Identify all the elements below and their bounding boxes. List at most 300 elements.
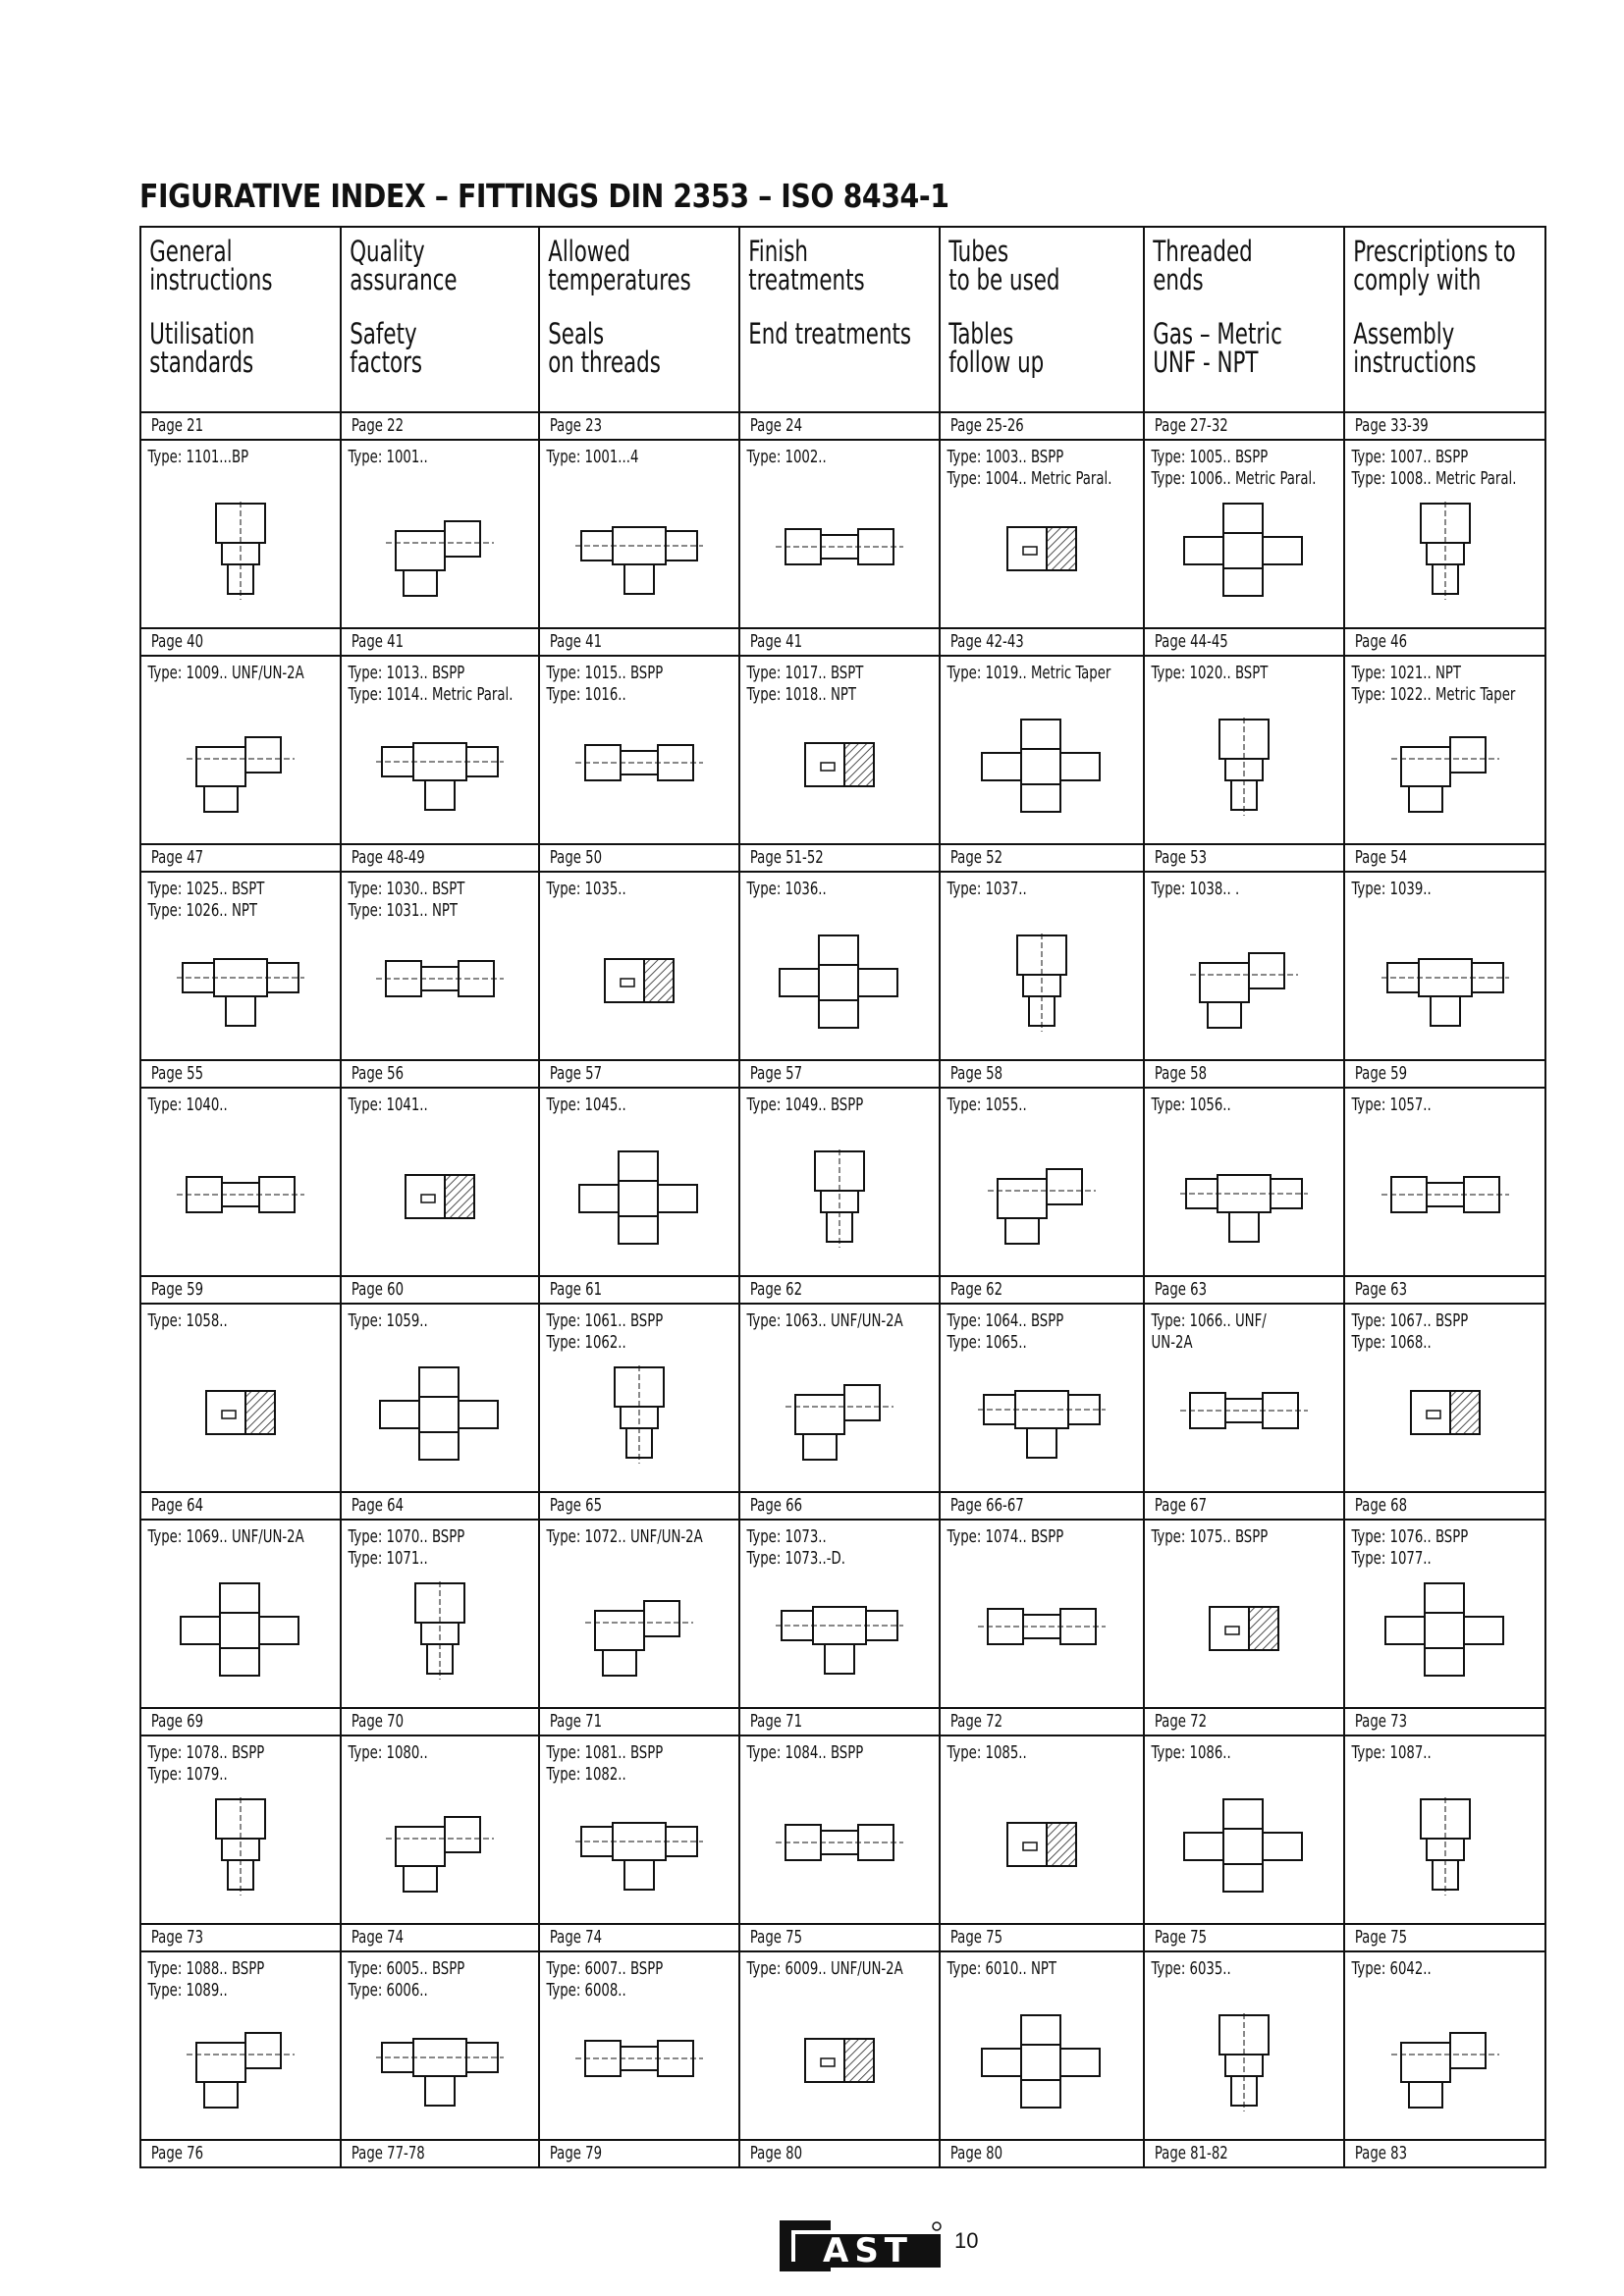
fitting-drawing-icon: [1180, 934, 1308, 1032]
page-ref: Page 72: [949, 1711, 1003, 1732]
fitting-drawing-icon: [575, 502, 703, 600]
fitting-cell: [1344, 1951, 1545, 2140]
page-ref: Page 48-49: [351, 847, 425, 868]
header-line1: Finish treatments: [748, 235, 865, 296]
fitting-cell: [539, 1520, 739, 1708]
page-ref-cell: [1144, 1924, 1344, 1951]
fitting-drawing-icon: [776, 934, 903, 1032]
page-ref: Page 64: [351, 1495, 405, 1516]
fitting-type: Type: 1013.. BSPP Type: 1014.. Metric Paral.: [348, 663, 514, 705]
fitting-drawing-icon: [1381, 1797, 1509, 1896]
cast-logo-icon: [774, 2216, 946, 2275]
fitting-type: Type: 1075.. BSPP: [1151, 1526, 1269, 1547]
page-ref: Page 58: [1154, 1063, 1208, 1084]
page-number: 10: [954, 2228, 979, 2253]
fitting-type: Type: 1039..: [1351, 879, 1432, 899]
page-ref: Page 80: [949, 2143, 1003, 2163]
fitting-type: Type: 1061.. BSPP Type: 1062..: [546, 1310, 664, 1353]
fitting-drawing-icon: [575, 934, 703, 1032]
page-ref-cell: [1344, 2140, 1545, 2167]
fitting-cell: [739, 440, 940, 628]
fitting-cell: [1144, 656, 1344, 844]
fitting-drawing-icon: [177, 1581, 304, 1680]
fitting-type: Type: 1072.. UNF/UN-2A: [546, 1526, 703, 1547]
fitting-type: Type: 1009.. UNF/UN-2A: [147, 663, 304, 683]
header-line1: General instructions: [149, 235, 273, 296]
fitting-cell: [1144, 440, 1344, 628]
page-ref: Page 75: [1154, 1927, 1208, 1948]
page-ref-cell: [140, 1708, 341, 1735]
fitting-type: Type: 1019.. Metric Taper: [947, 663, 1111, 683]
page-ref-cell: [940, 2140, 1144, 2167]
page-ref: Page 21: [150, 415, 204, 436]
page-ref: Page 63: [1354, 1279, 1408, 1300]
page-ref-cell: [739, 2140, 940, 2167]
fitting-cell: [940, 1735, 1144, 1924]
fitting-type: Type: 1002..: [746, 447, 827, 467]
page-ref: Page 22: [351, 415, 405, 436]
page-ref-cell: [539, 628, 739, 656]
page-ref: Page 62: [949, 1279, 1003, 1300]
fitting-cell: [940, 1304, 1144, 1492]
fitting-cell: [1344, 872, 1545, 1060]
fitting-drawing-icon: [978, 1365, 1106, 1464]
fitting-cell: [539, 1735, 739, 1924]
fitting-drawing-icon: [575, 718, 703, 816]
header-line2: Gas – Metric UNF - NPT: [1153, 317, 1282, 379]
page-ref: Page 53: [1154, 847, 1208, 868]
page-ref-cell: [140, 628, 341, 656]
page-ref-cell: [539, 1492, 739, 1520]
page-ref: Page 57: [749, 1063, 803, 1084]
fitting-type: Type: 1003.. BSPP Type: 1004.. Metric Paral.: [947, 447, 1112, 489]
page-ref-cell: [341, 2140, 539, 2167]
page-ref-cell: [341, 1924, 539, 1951]
fitting-type: Type: 1080..: [348, 1742, 428, 1763]
header-cell: [140, 227, 341, 412]
fitting-drawing-icon: [376, 1797, 504, 1896]
fitting-drawing-icon: [575, 2013, 703, 2111]
fitting-drawing-icon: [776, 1797, 903, 1896]
page-ref: Page 60: [351, 1279, 405, 1300]
page-ref: Page 73: [150, 1927, 204, 1948]
header-line1: Threaded ends: [1153, 235, 1253, 296]
fitting-cell: [1344, 656, 1545, 844]
page-ref-cell: [739, 1708, 940, 1735]
page-ref-cell: [140, 1276, 341, 1304]
header-cell: [341, 227, 539, 412]
fitting-type: Type: 1087..: [1351, 1742, 1432, 1763]
page-ref: Page 51-52: [749, 847, 824, 868]
page-ref-cell: [940, 628, 1144, 656]
page-ref: Page 68: [1354, 1495, 1408, 1516]
fitting-type: Type: 1030.. BSPT Type: 1031.. NPT: [348, 879, 465, 921]
page-ref-cell: [1144, 1708, 1344, 1735]
page-ref-cell: [1344, 1060, 1545, 1088]
fitting-type: Type: 1059..: [348, 1310, 428, 1331]
fitting-drawing-icon: [978, 934, 1106, 1032]
page-ref-cell: [140, 2140, 341, 2167]
fitting-cell: [140, 1304, 341, 1492]
fitting-cell: [539, 656, 739, 844]
fitting-drawing-icon: [177, 1797, 304, 1896]
fitting-cell: [539, 1088, 739, 1276]
fitting-drawing-icon: [177, 718, 304, 816]
page-ref-cell: [539, 844, 739, 872]
fitting-cell: [940, 1520, 1144, 1708]
fitting-type: Type: 1070.. BSPP Type: 1071..: [348, 1526, 465, 1569]
page-ref-cell: [1344, 412, 1545, 440]
fitting-drawing-icon: [978, 1797, 1106, 1896]
fitting-cell: [539, 440, 739, 628]
fitting-cell: [1144, 1088, 1344, 1276]
page-ref-cell: [739, 1060, 940, 1088]
page-ref: Page 27-32: [1154, 415, 1228, 436]
fitting-drawing-icon: [978, 1581, 1106, 1680]
fitting-type: Type: 1001...4: [546, 447, 639, 467]
page-ref-cell: [341, 844, 539, 872]
fitting-cell: [341, 1951, 539, 2140]
page-ref: Page 40: [150, 631, 204, 652]
fitting-drawing-icon: [776, 502, 903, 600]
page-ref: Page 75: [949, 1927, 1003, 1948]
fitting-type: Type: 1085..: [947, 1742, 1027, 1763]
fitting-cell: [140, 1520, 341, 1708]
fitting-type: Type: 1063.. UNF/UN-2A: [746, 1310, 903, 1331]
fitting-type: Type: 1067.. BSPP Type: 1068..: [1351, 1310, 1469, 1353]
fitting-type: Type: 1005.. BSPP Type: 1006.. Metric Paral.: [1151, 447, 1317, 489]
fitting-drawing-icon: [1381, 2013, 1509, 2111]
page-ref-cell: [341, 1276, 539, 1304]
fitting-drawing-icon: [978, 718, 1106, 816]
page-ref: Page 50: [549, 847, 603, 868]
page-ref-cell: [739, 1492, 940, 1520]
fitting-type: Type: 1041..: [348, 1095, 428, 1115]
fitting-type: Type: 1049.. BSPP: [746, 1095, 864, 1115]
page-ref: Page 74: [351, 1927, 405, 1948]
fitting-cell: [1344, 440, 1545, 628]
fitting-drawing-icon: [376, 934, 504, 1032]
fitting-cell: [140, 1735, 341, 1924]
header-line2: Tables follow up: [948, 317, 1045, 379]
fitting-type: Type: 1069.. UNF/UN-2A: [147, 1526, 304, 1547]
page-ref-cell: [539, 1708, 739, 1735]
page-ref-cell: [341, 628, 539, 656]
page-ref: Page 61: [549, 1279, 603, 1300]
page-ref: Page 66-67: [949, 1495, 1024, 1516]
fitting-cell: [539, 1304, 739, 1492]
page-ref: Page 77-78: [351, 2143, 425, 2163]
page-ref-cell: [140, 1492, 341, 1520]
figurative-index-table: [139, 226, 1546, 2168]
page-ref-cell: [739, 1924, 940, 1951]
fitting-drawing-icon: [1180, 502, 1308, 600]
fitting-drawing-icon: [1180, 1797, 1308, 1896]
header-line2: End treatments: [748, 317, 912, 350]
page-ref: Page 33-39: [1354, 415, 1429, 436]
header-line1: Quality assurance: [350, 235, 458, 296]
fitting-type: Type: 1101...BP: [147, 447, 249, 467]
page-ref: Page 65: [549, 1495, 603, 1516]
fitting-cell: [739, 1304, 940, 1492]
header-line2: Safety factors: [350, 317, 423, 379]
page-ref-cell: [940, 412, 1144, 440]
fitting-type: Type: 1088.. BSPP Type: 1089..: [147, 1958, 265, 2001]
fitting-type: Type: 1058..: [147, 1310, 228, 1331]
fitting-type: Type: 1074.. BSPP: [947, 1526, 1064, 1547]
page-ref-cell: [1344, 628, 1545, 656]
page-ref-cell: [1344, 1924, 1545, 1951]
page-ref-cell: [1344, 1708, 1545, 1735]
fitting-drawing-icon: [1180, 1581, 1308, 1680]
fitting-drawing-icon: [177, 1365, 304, 1464]
fitting-cell: [1144, 1735, 1344, 1924]
page-ref-cell: [1144, 628, 1344, 656]
fitting-drawing-icon: [978, 1149, 1106, 1248]
fitting-drawing-icon: [376, 1149, 504, 1248]
header-line2: Assembly instructions: [1353, 317, 1477, 379]
page-ref-cell: [940, 1924, 1144, 1951]
fitting-type: Type: 1040..: [147, 1095, 228, 1115]
logo-text: AST: [823, 2231, 913, 2270]
page-ref: Page 55: [150, 1063, 204, 1084]
page-ref: Page 41: [749, 631, 803, 652]
fitting-drawing-icon: [376, 718, 504, 816]
fitting-cell: [140, 872, 341, 1060]
page-ref: Page 79: [549, 2143, 603, 2163]
page-ref-cell: [140, 1060, 341, 1088]
fitting-drawing-icon: [376, 2013, 504, 2111]
header-line2: Utilisation standards: [149, 317, 255, 379]
fitting-drawing-icon: [575, 1797, 703, 1896]
fitting-type: Type: 1086..: [1151, 1742, 1231, 1763]
header-cell: [1144, 227, 1344, 412]
page-ref-cell: [1144, 2140, 1344, 2167]
page-ref: Page 52: [949, 847, 1003, 868]
fitting-cell: [739, 1520, 940, 1708]
fitting-cell: [1344, 1520, 1545, 1708]
fitting-type: Type: 6009.. UNF/UN-2A: [746, 1958, 903, 1979]
fitting-drawing-icon: [1180, 2013, 1308, 2111]
fitting-type: Type: 1081.. BSPP Type: 1082..: [546, 1742, 664, 1785]
page-ref: Page 72: [1154, 1711, 1208, 1732]
page-ref: Page 71: [549, 1711, 603, 1732]
fitting-type: Type: 1036..: [746, 879, 827, 899]
page-ref: Page 64: [150, 1495, 204, 1516]
fitting-type: Type: 1045..: [546, 1095, 626, 1115]
fitting-drawing-icon: [177, 502, 304, 600]
page-ref: Page 54: [1354, 847, 1408, 868]
fitting-cell: [341, 656, 539, 844]
page-ref: Page 80: [749, 2143, 803, 2163]
fitting-type: Type: 1037..: [947, 879, 1027, 899]
fitting-drawing-icon: [1381, 502, 1509, 600]
page-ref-cell: [539, 412, 739, 440]
fitting-cell: [1344, 1304, 1545, 1492]
cast-logo: [774, 2216, 946, 2279]
fitting-cell: [940, 872, 1144, 1060]
fitting-cell: [341, 1304, 539, 1492]
page-ref: Page 59: [1354, 1063, 1408, 1084]
page-ref: Page 46: [1354, 631, 1408, 652]
page-ref-cell: [1344, 844, 1545, 872]
fitting-type: Type: 1035..: [546, 879, 626, 899]
fitting-cell: [739, 1735, 940, 1924]
fitting-cell: [1144, 1520, 1344, 1708]
fitting-drawing-icon: [1180, 1149, 1308, 1248]
page-ref: Page 69: [150, 1711, 204, 1732]
fitting-cell: [539, 1951, 739, 2140]
page-ref-cell: [140, 412, 341, 440]
fitting-cell: [341, 440, 539, 628]
fitting-type: Type: 1066.. UNF/ UN-2A: [1151, 1310, 1267, 1353]
fitting-type: Type: 1057..: [1351, 1095, 1432, 1115]
fitting-type: Type: 6010.. NPT: [947, 1958, 1057, 1979]
page-ref-cell: [1344, 1276, 1545, 1304]
header-cell: [940, 227, 1144, 412]
fitting-cell: [1144, 1951, 1344, 2140]
header-line1: Prescriptions to comply with: [1353, 235, 1516, 296]
fitting-drawing-icon: [575, 1365, 703, 1464]
fitting-type: Type: 6035..: [1151, 1958, 1231, 1979]
fitting-cell: [140, 1951, 341, 2140]
fitting-type: Type: 1015.. BSPP Type: 1016..: [546, 663, 664, 705]
fitting-cell: [341, 872, 539, 1060]
fitting-cell: [341, 1735, 539, 1924]
page-ref: Page 74: [549, 1927, 603, 1948]
page-ref-cell: [341, 1708, 539, 1735]
fitting-drawing-icon: [376, 502, 504, 600]
header-cell: [1344, 227, 1545, 412]
fitting-cell: [1344, 1735, 1545, 1924]
page-ref: Page 47: [150, 847, 204, 868]
page-ref-cell: [539, 1060, 739, 1088]
page-ref-cell: [539, 2140, 739, 2167]
fitting-type: Type: 1076.. BSPP Type: 1077..: [1351, 1526, 1469, 1569]
fitting-type: Type: 1073.. Type: 1073..-D.: [746, 1526, 845, 1569]
fitting-type: Type: 1021.. NPT Type: 1022.. Metric Taper: [1351, 663, 1516, 705]
page-ref-cell: [539, 1924, 739, 1951]
fitting-type: Type: 1084.. BSPP: [746, 1742, 864, 1763]
fitting-cell: [739, 1951, 940, 2140]
fitting-type: Type: 1020.. BSPT: [1151, 663, 1269, 683]
page-ref-cell: [940, 1492, 1144, 1520]
page-ref: Page 76: [150, 2143, 204, 2163]
page-ref-cell: [1144, 1276, 1344, 1304]
fitting-type: Type: 1017.. BSPT Type: 1018.. NPT: [746, 663, 864, 705]
fitting-drawing-icon: [177, 934, 304, 1032]
fitting-cell: [1144, 872, 1344, 1060]
fitting-cell: [140, 440, 341, 628]
fitting-drawing-icon: [776, 1581, 903, 1680]
page-ref-cell: [539, 1276, 739, 1304]
fitting-drawing-icon: [1381, 1365, 1509, 1464]
page-ref-cell: [1344, 1492, 1545, 1520]
fitting-drawing-icon: [1180, 1365, 1308, 1464]
page-ref: Page 73: [1354, 1711, 1408, 1732]
fitting-type: Type: 1007.. BSPP Type: 1008.. Metric Paral.: [1351, 447, 1517, 489]
page-ref: Page 67: [1154, 1495, 1208, 1516]
page-ref-cell: [739, 412, 940, 440]
fitting-cell: [739, 872, 940, 1060]
fitting-type: Type: 1025.. BSPT Type: 1026.. NPT: [147, 879, 265, 921]
fitting-drawing-icon: [1180, 718, 1308, 816]
fitting-cell: [539, 872, 739, 1060]
fitting-type: Type: 1064.. BSPP Type: 1065..: [947, 1310, 1064, 1353]
fitting-drawing-icon: [177, 1149, 304, 1248]
fitting-drawing-icon: [776, 718, 903, 816]
fitting-drawing-icon: [978, 2013, 1106, 2111]
page-ref-cell: [341, 1492, 539, 1520]
page-ref-cell: [940, 1060, 1144, 1088]
page-ref: Page 24: [749, 415, 803, 436]
page-ref: Page 66: [749, 1495, 803, 1516]
header-line2: Seals on threads: [548, 317, 661, 379]
fitting-cell: [940, 440, 1144, 628]
fitting-cell: [739, 1088, 940, 1276]
fitting-cell: [341, 1520, 539, 1708]
fitting-type: Type: 1055..: [947, 1095, 1027, 1115]
page-ref-cell: [739, 844, 940, 872]
page-title: FIGURATIVE INDEX – FITTINGS DIN 2353 – ISO 8434-1: [139, 177, 949, 215]
page-ref-cell: [940, 1708, 1144, 1735]
fitting-cell: [140, 656, 341, 844]
page-ref-cell: [140, 844, 341, 872]
header-cell: [739, 227, 940, 412]
fitting-cell: [1344, 1088, 1545, 1276]
fitting-cell: [940, 1951, 1144, 2140]
page-ref: Page 62: [749, 1279, 803, 1300]
page-ref: Page 41: [351, 631, 405, 652]
fitting-cell: [940, 1088, 1144, 1276]
fitting-drawing-icon: [776, 1365, 903, 1464]
page-ref: Page 71: [749, 1711, 803, 1732]
page-ref: Page 58: [949, 1063, 1003, 1084]
fitting-type: Type: 1056..: [1151, 1095, 1231, 1115]
page-ref: Page 83: [1354, 2143, 1408, 2163]
page-ref-cell: [341, 412, 539, 440]
page-ref-cell: [341, 1060, 539, 1088]
page-ref: Page 57: [549, 1063, 603, 1084]
page-ref: Page 75: [749, 1927, 803, 1948]
fitting-type: Type: 6005.. BSPP Type: 6006..: [348, 1958, 465, 2001]
fitting-drawing-icon: [1381, 1149, 1509, 1248]
fitting-drawing-icon: [978, 502, 1106, 600]
fitting-drawing-icon: [776, 2013, 903, 2111]
fitting-drawing-icon: [177, 2013, 304, 2111]
fitting-drawing-icon: [1381, 1581, 1509, 1680]
page-ref-cell: [1144, 1060, 1344, 1088]
page-ref: Page 25-26: [949, 415, 1024, 436]
page-ref: Page 44-45: [1154, 631, 1228, 652]
page-ref-cell: [1144, 412, 1344, 440]
fitting-drawing-icon: [776, 1149, 903, 1248]
fitting-cell: [940, 656, 1144, 844]
fitting-drawing-icon: [575, 1149, 703, 1248]
page-ref-cell: [1144, 844, 1344, 872]
fitting-type: Type: 1078.. BSPP Type: 1079..: [147, 1742, 265, 1785]
page-ref-cell: [940, 1276, 1144, 1304]
page-ref: Page 59: [150, 1279, 204, 1300]
page-ref: Page 41: [549, 631, 603, 652]
page-ref: Page 70: [351, 1711, 405, 1732]
header-cell: [539, 227, 739, 412]
page-ref-cell: [739, 1276, 940, 1304]
fitting-cell: [140, 1088, 341, 1276]
page-ref: Page 56: [351, 1063, 405, 1084]
fitting-drawing-icon: [575, 1581, 703, 1680]
page-ref: Page 81-82: [1154, 2143, 1228, 2163]
